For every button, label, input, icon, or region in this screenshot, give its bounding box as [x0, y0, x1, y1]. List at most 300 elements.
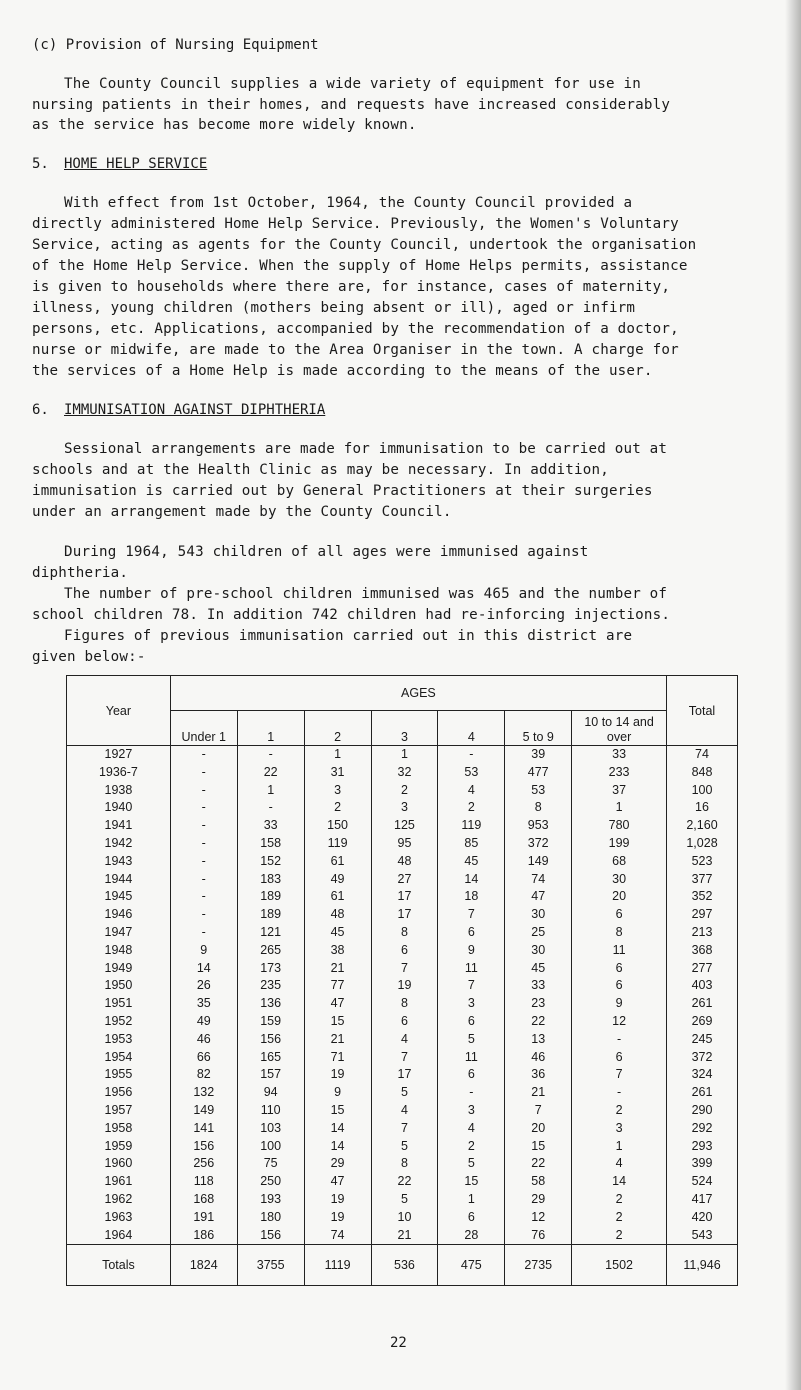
totals-label: Totals: [67, 1245, 171, 1286]
year-header: Year: [67, 676, 171, 746]
table-cell: 9: [170, 942, 237, 960]
year-cell: 1941: [67, 817, 171, 835]
table-cell: 7: [572, 1066, 667, 1084]
table-cell: 39: [505, 746, 572, 764]
table-cell: 233: [572, 764, 667, 782]
table-cell: 4: [371, 1031, 438, 1049]
table-cell: 4: [572, 1155, 667, 1173]
table-cell: 49: [170, 1013, 237, 1031]
year-cell: 1940: [67, 799, 171, 817]
table-cell: 77: [304, 977, 371, 995]
table-cell: 58: [505, 1173, 572, 1191]
totals-cell: 3755: [237, 1245, 304, 1286]
year-cell: 1951: [67, 995, 171, 1013]
table-cell: 11: [572, 942, 667, 960]
table-row: [67, 1102, 738, 1120]
table-row: [67, 1013, 738, 1031]
table-cell: 53: [505, 782, 572, 800]
table-cell: 49: [304, 871, 371, 889]
table-cell: 7: [438, 977, 505, 995]
table-cell: 14: [170, 960, 237, 978]
table-cell: 6: [572, 906, 667, 924]
table-cell: 45: [505, 960, 572, 978]
section-5-line: Service, acting as agents for the County Council, undertook the organisation: [32, 237, 697, 253]
table-cell: 14: [438, 871, 505, 889]
table-cell: 3: [371, 799, 438, 817]
table-cell: 25: [505, 924, 572, 942]
table-cell: 29: [505, 1191, 572, 1209]
table-cell: 158: [237, 835, 304, 853]
table-row: [67, 835, 738, 853]
table-cell: 17: [371, 888, 438, 906]
table-cell: 5: [371, 1191, 438, 1209]
table-row: [67, 906, 738, 924]
table-cell: 66: [170, 1049, 237, 1067]
table-row: [67, 853, 738, 871]
table-cell: 6: [438, 1013, 505, 1031]
table-cell: 156: [170, 1138, 237, 1156]
table-cell: 8: [371, 1155, 438, 1173]
table-row: [67, 1138, 738, 1156]
table-cell: 173: [237, 960, 304, 978]
total-cell: 324: [667, 1066, 738, 1084]
table-cell: 3: [304, 782, 371, 800]
table-cell: 22: [237, 764, 304, 782]
table-cell: 189: [237, 906, 304, 924]
table-cell: 19: [304, 1191, 371, 1209]
table-cell: 19: [304, 1066, 371, 1084]
table-cell: 12: [572, 1013, 667, 1031]
section-6-line: Figures of previous immunisation carried out in this district are: [64, 628, 633, 644]
table-cell: 156: [237, 1031, 304, 1049]
section-5-line: is given to households where there are, for instance, cases of maternity,: [32, 279, 671, 295]
table-cell: -: [237, 746, 304, 764]
table-cell: 32: [371, 764, 438, 782]
total-cell: 403: [667, 977, 738, 995]
table-cell: 46: [170, 1031, 237, 1049]
table-cell: -: [170, 924, 237, 942]
table-row: [67, 871, 738, 889]
table-row: [67, 817, 738, 835]
table-cell: 21: [304, 960, 371, 978]
table-row: [67, 924, 738, 942]
table-cell: 6: [438, 1066, 505, 1084]
table-cell: 61: [304, 888, 371, 906]
table-cell: 1: [572, 799, 667, 817]
table-cell: 7: [505, 1102, 572, 1120]
year-cell: 1962: [67, 1191, 171, 1209]
age-column-header: 1: [237, 711, 304, 746]
table-cell: 14: [304, 1138, 371, 1156]
table-cell: 26: [170, 977, 237, 995]
table-cell: 17: [371, 906, 438, 924]
ages-header: AGES: [170, 676, 666, 711]
total-cell: 543: [667, 1227, 738, 1245]
table-cell: 45: [438, 853, 505, 871]
table-cell: 48: [371, 853, 438, 871]
year-cell: 1958: [67, 1120, 171, 1138]
table-row: [67, 1066, 738, 1084]
table-row: [67, 746, 738, 764]
table-cell: 15: [304, 1102, 371, 1120]
table-cell: 180: [237, 1209, 304, 1227]
table-cell: 121: [237, 924, 304, 942]
table-row: [67, 799, 738, 817]
table-cell: 4: [371, 1102, 438, 1120]
table-cell: 29: [304, 1155, 371, 1173]
section-5-line: the services of a Home Help is made according to the means of the user.: [32, 363, 653, 379]
table-row: [67, 1191, 738, 1209]
table-cell: 132: [170, 1084, 237, 1102]
table-cell: 235: [237, 977, 304, 995]
table-cell: 15: [505, 1138, 572, 1156]
year-cell: 1950: [67, 977, 171, 995]
total-cell: 417: [667, 1191, 738, 1209]
totals-row: [67, 1245, 738, 1286]
table-cell: 2: [572, 1102, 667, 1120]
year-cell: 1936-7: [67, 764, 171, 782]
table-cell: 85: [438, 835, 505, 853]
section-6-line: schools and at the Health Clinic as may be necessary. In addition,: [32, 462, 609, 478]
total-cell: 377: [667, 871, 738, 889]
section-5-line: directly administered Home Help Service. Previously, the Women's Voluntary: [32, 216, 679, 232]
totals-cell: 475: [438, 1245, 505, 1286]
table-cell: 9: [304, 1084, 371, 1102]
table-cell: 21: [371, 1227, 438, 1245]
table-cell: 30: [572, 871, 667, 889]
year-cell: 1938: [67, 782, 171, 800]
table-row: [67, 1209, 738, 1227]
table-cell: 118: [170, 1173, 237, 1191]
total-cell: 290: [667, 1102, 738, 1120]
section-c-line: The County Council supplies a wide variety of equipment for use in: [64, 76, 641, 92]
section-5-number: 5.: [32, 156, 49, 172]
table-cell: 152: [237, 853, 304, 871]
table-cell: 36: [505, 1066, 572, 1084]
table-cell: 30: [505, 942, 572, 960]
table-cell: 4: [438, 782, 505, 800]
year-cell: 1963: [67, 1209, 171, 1227]
totals-cell: 11,946: [667, 1245, 738, 1286]
page-number: 22: [390, 1335, 407, 1351]
total-cell: 399: [667, 1155, 738, 1173]
table-cell: 2: [572, 1209, 667, 1227]
total-cell: 848: [667, 764, 738, 782]
table-cell: 136: [237, 995, 304, 1013]
year-cell: 1947: [67, 924, 171, 942]
table-cell: 1: [237, 782, 304, 800]
table-cell: 8: [371, 924, 438, 942]
table-cell: 119: [438, 817, 505, 835]
table-cell: 168: [170, 1191, 237, 1209]
total-cell: 213: [667, 924, 738, 942]
table-cell: 1: [572, 1138, 667, 1156]
table-cell: 22: [505, 1155, 572, 1173]
table-cell: 53: [438, 764, 505, 782]
table-cell: 157: [237, 1066, 304, 1084]
table-cell: 191: [170, 1209, 237, 1227]
total-cell: 293: [667, 1138, 738, 1156]
year-cell: 1959: [67, 1138, 171, 1156]
table-cell: 3: [438, 995, 505, 1013]
year-cell: 1949: [67, 960, 171, 978]
total-cell: 1,028: [667, 835, 738, 853]
table-cell: 15: [304, 1013, 371, 1031]
table-cell: 250: [237, 1173, 304, 1191]
table-cell: 100: [237, 1138, 304, 1156]
section-6-line: school children 78. In addition 742 children had re-inforcing injections.: [32, 607, 671, 623]
table-cell: 30: [505, 906, 572, 924]
table-cell: 15: [438, 1173, 505, 1191]
table-cell: 9: [572, 995, 667, 1013]
total-cell: 368: [667, 942, 738, 960]
age-column-header: 10 to 14 and over: [572, 711, 667, 746]
section-6-line: under an arrangement made by the County Council.: [32, 504, 452, 520]
section-c-line: nursing patients in their homes, and requests have increased considerably: [32, 97, 671, 113]
table-cell: 76: [505, 1227, 572, 1245]
table-cell: 13: [505, 1031, 572, 1049]
table-row: [67, 960, 738, 978]
table-cell: 28: [438, 1227, 505, 1245]
table-cell: 1: [304, 746, 371, 764]
table-cell: -: [170, 799, 237, 817]
table-cell: 47: [505, 888, 572, 906]
total-cell: 261: [667, 995, 738, 1013]
table-cell: 199: [572, 835, 667, 853]
table-cell: 27: [371, 871, 438, 889]
table-cell: 11: [438, 1049, 505, 1067]
table-cell: 20: [505, 1120, 572, 1138]
year-cell: 1927: [67, 746, 171, 764]
table-cell: 6: [371, 1013, 438, 1031]
table-cell: 74: [304, 1227, 371, 1245]
total-cell: 524: [667, 1173, 738, 1191]
table-row: [67, 764, 738, 782]
table-row: [67, 782, 738, 800]
table-cell: 183: [237, 871, 304, 889]
table-cell: 193: [237, 1191, 304, 1209]
table-row: [67, 995, 738, 1013]
total-cell: 245: [667, 1031, 738, 1049]
table-cell: 48: [304, 906, 371, 924]
year-cell: 1956: [67, 1084, 171, 1102]
section-6-line: During 1964, 543 children of all ages were immunised against: [64, 544, 589, 560]
year-cell: 1961: [67, 1173, 171, 1191]
table-cell: 22: [505, 1013, 572, 1031]
table-cell: 256: [170, 1155, 237, 1173]
section-6-number: 6.: [32, 402, 49, 418]
table-cell: 7: [371, 1120, 438, 1138]
table-cell: 11: [438, 960, 505, 978]
total-cell: 372: [667, 1049, 738, 1067]
table-row: [67, 977, 738, 995]
year-cell: 1946: [67, 906, 171, 924]
total-cell: 100: [667, 782, 738, 800]
table-cell: -: [438, 1084, 505, 1102]
table-cell: 21: [505, 1084, 572, 1102]
section-6-line: diphtheria.: [32, 565, 129, 581]
section-5-line: With effect from 1st October, 1964, the County Council provided a: [64, 195, 633, 211]
table-cell: 125: [371, 817, 438, 835]
table-cell: 22: [371, 1173, 438, 1191]
section-6-line: The number of pre-school children immunised was 465 and the number of: [64, 586, 668, 602]
table-cell: 9: [438, 942, 505, 960]
age-column-header: 2: [304, 711, 371, 746]
totals-cell: 1119: [304, 1245, 371, 1286]
table-cell: 156: [237, 1227, 304, 1245]
year-cell: 1945: [67, 888, 171, 906]
total-cell: 2,160: [667, 817, 738, 835]
table-cell: 8: [572, 924, 667, 942]
table-cell: 37: [572, 782, 667, 800]
table-cell: -: [170, 853, 237, 871]
total-cell: 297: [667, 906, 738, 924]
totals-cell: 2735: [505, 1245, 572, 1286]
table-cell: 3: [572, 1120, 667, 1138]
table-cell: -: [170, 906, 237, 924]
table-cell: 33: [237, 817, 304, 835]
section-6-line: Sessional arrangements are made for immunisation to be carried out at: [64, 441, 668, 457]
table-row: [67, 942, 738, 960]
section-5-line: of the Home Help Service. When the supply of Home Helps permits, assistance: [32, 258, 688, 274]
table-cell: 5: [438, 1031, 505, 1049]
table-cell: 3: [438, 1102, 505, 1120]
table-cell: 5: [438, 1155, 505, 1173]
table-cell: 46: [505, 1049, 572, 1067]
table-cell: 6: [572, 1049, 667, 1067]
table-cell: 186: [170, 1227, 237, 1245]
table-cell: -: [438, 746, 505, 764]
table-cell: 2: [371, 782, 438, 800]
table-cell: 95: [371, 835, 438, 853]
table-cell: 20: [572, 888, 667, 906]
table-cell: 780: [572, 817, 667, 835]
table-cell: 35: [170, 995, 237, 1013]
immunisation-table: [66, 675, 738, 1286]
table-cell: -: [170, 817, 237, 835]
section-6-heading: IMMUNISATION AGAINST DIPHTHERIA: [64, 402, 326, 418]
table-cell: 33: [505, 977, 572, 995]
year-cell: 1955: [67, 1066, 171, 1084]
table-cell: 6: [438, 924, 505, 942]
totals-cell: 1824: [170, 1245, 237, 1286]
age-column-header: 4: [438, 711, 505, 746]
table-row: [67, 1227, 738, 1245]
table-cell: 103: [237, 1120, 304, 1138]
table-row: [67, 1155, 738, 1173]
table-cell: 71: [304, 1049, 371, 1067]
table-cell: 17: [371, 1066, 438, 1084]
total-cell: 269: [667, 1013, 738, 1031]
table-cell: 5: [371, 1138, 438, 1156]
total-cell: 523: [667, 853, 738, 871]
table-cell: -: [170, 764, 237, 782]
table-cell: 14: [572, 1173, 667, 1191]
year-cell: 1953: [67, 1031, 171, 1049]
year-cell: 1942: [67, 835, 171, 853]
table-cell: 38: [304, 942, 371, 960]
table-cell: 6: [572, 977, 667, 995]
table-cell: 68: [572, 853, 667, 871]
table-cell: 19: [304, 1209, 371, 1227]
table-cell: 2: [438, 799, 505, 817]
age-column-header: 5 to 9: [505, 711, 572, 746]
table-cell: 2: [304, 799, 371, 817]
table-cell: 82: [170, 1066, 237, 1084]
table-cell: 2: [572, 1191, 667, 1209]
table-cell: 165: [237, 1049, 304, 1067]
table-cell: 7: [371, 960, 438, 978]
year-cell: 1952: [67, 1013, 171, 1031]
table-cell: 477: [505, 764, 572, 782]
table-cell: 94: [237, 1084, 304, 1102]
table-row: [67, 1049, 738, 1067]
table-cell: 149: [505, 853, 572, 871]
table-cell: 5: [371, 1084, 438, 1102]
section-6-line: immunisation is carried out by General Practitioners at their surgeries: [32, 483, 653, 499]
total-cell: 16: [667, 799, 738, 817]
table-cell: 8: [505, 799, 572, 817]
table-cell: 61: [304, 853, 371, 871]
table-row: [67, 1031, 738, 1049]
table-cell: -: [572, 1084, 667, 1102]
table-cell: 189: [237, 888, 304, 906]
table-row: [67, 1120, 738, 1138]
page-edge-shadow: [785, 0, 801, 1390]
table-cell: 159: [237, 1013, 304, 1031]
table-cell: 7: [438, 906, 505, 924]
year-cell: 1948: [67, 942, 171, 960]
table-cell: 21: [304, 1031, 371, 1049]
total-cell: 277: [667, 960, 738, 978]
table-cell: 119: [304, 835, 371, 853]
table-row: [67, 888, 738, 906]
table-cell: -: [170, 835, 237, 853]
total-cell: 74: [667, 746, 738, 764]
table-cell: 141: [170, 1120, 237, 1138]
year-cell: 1943: [67, 853, 171, 871]
total-cell: 292: [667, 1120, 738, 1138]
totals-cell: 536: [371, 1245, 438, 1286]
total-cell: 352: [667, 888, 738, 906]
total-header: Total: [667, 676, 738, 746]
total-cell: 420: [667, 1209, 738, 1227]
table-cell: 149: [170, 1102, 237, 1120]
table-cell: 1: [371, 746, 438, 764]
table-cell: 45: [304, 924, 371, 942]
table-cell: 110: [237, 1102, 304, 1120]
year-cell: 1960: [67, 1155, 171, 1173]
section-c-line: as the service has become more widely known.: [32, 117, 417, 133]
age-column-header: Under 1: [170, 711, 237, 746]
table-cell: 23: [505, 995, 572, 1013]
table-cell: 10: [371, 1209, 438, 1227]
table-row: [67, 1173, 738, 1191]
year-cell: 1957: [67, 1102, 171, 1120]
table-cell: 1: [438, 1191, 505, 1209]
table-cell: 31: [304, 764, 371, 782]
table-cell: 74: [505, 871, 572, 889]
table-cell: 2: [438, 1138, 505, 1156]
section-c-heading: (c) Provision of Nursing Equipment: [32, 37, 319, 53]
table-cell: 7: [371, 1049, 438, 1067]
section-5-heading: HOME HELP SERVICE: [64, 156, 208, 172]
table-cell: 33: [572, 746, 667, 764]
year-cell: 1954: [67, 1049, 171, 1067]
table-cell: 8: [371, 995, 438, 1013]
total-cell: 261: [667, 1084, 738, 1102]
table-cell: 47: [304, 995, 371, 1013]
